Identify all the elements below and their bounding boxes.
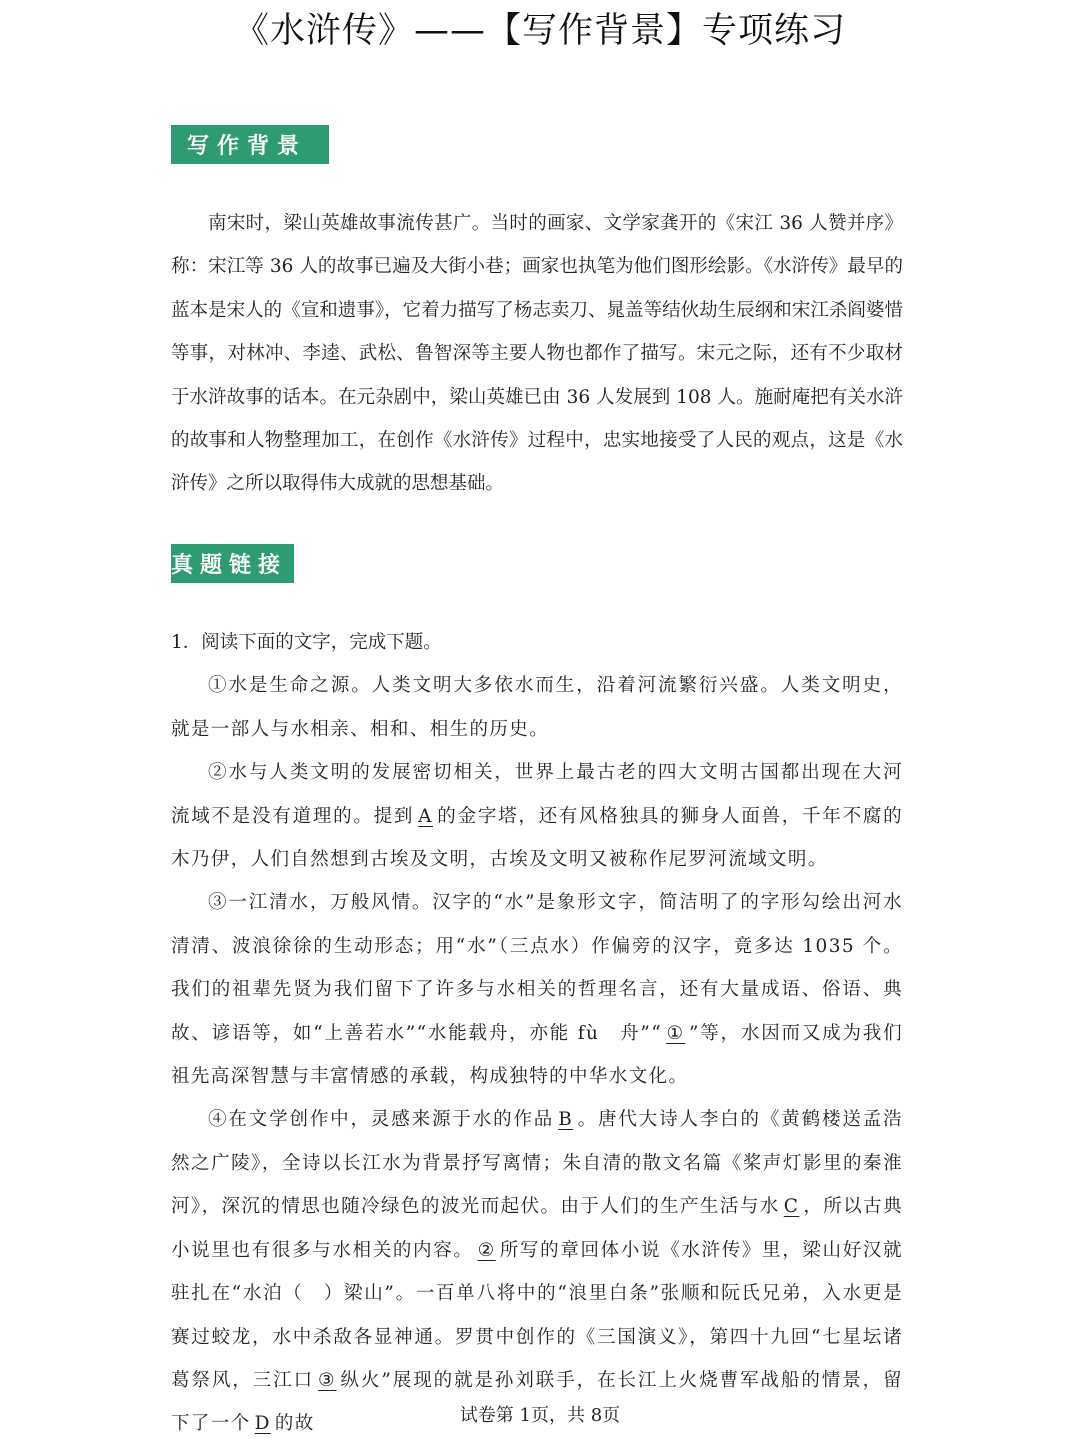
p4-text-e: 纵火”展现的就是孙刘联手，在长江上火烧曹军战船的情景，留下了一个	[171, 1369, 903, 1435]
blank-1: ①	[666, 1022, 685, 1044]
section-heading-background	[171, 125, 329, 164]
p4-text-d: 所写的章回体小说《水浒传》里，梁山好汉就驻扎在“水泊（ ）梁山”。一百单八将中的“浪里白条”张顺和阮氏兄弟，入水更是赛过蛟龙，水中杀敌各显神通。罗贯中创作的《三国演义》，第四十九回“七星坛诸葛祭风，三江口	[171, 1239, 903, 1391]
page-footer: 试卷第 1页，共 8页	[459, 1405, 621, 1426]
p4-text-c: ，所以古典小说里也有很多与水相关的内容。	[171, 1196, 903, 1261]
question-block	[171, 621, 903, 1446]
blank-3: ③	[318, 1369, 337, 1391]
p4-text-a: ④在文学创作中，灵感来源于水的作品	[208, 1109, 555, 1131]
p4-text-f: 的故	[274, 1413, 315, 1435]
section-heading-real-questions-label: 真题链接	[171, 553, 288, 578]
reading-paragraph-2	[171, 751, 903, 881]
p3-text-b: ”等，水因而又成为我们祖先高深智慧与丰富情感的承载，构成独特的中华水文化。	[171, 1022, 903, 1088]
section-heading-background-label: 写作背景	[187, 134, 308, 159]
p2-text-b: 的金字塔，还有风格独具的狮身人面兽，千年不腐的木乃伊，人们自然想到古埃及文明，古埃及文明又被称作尼罗河流域文明。	[171, 805, 903, 871]
blank-2: ②	[477, 1239, 496, 1261]
p2-text-a: ②水与人类文明的发展密切相关，世界上最古老的四大文明古国都出现在大河流域不是没有道理的。提到	[171, 762, 903, 827]
blank-c: C	[783, 1196, 800, 1218]
section-heading-real-questions	[171, 544, 294, 583]
blank-a: A	[418, 805, 433, 827]
p3-text-a: ③一江清水，万般风情。汉字的“水”是象形文字，简洁明了的字形勾绘出河水清清、波浪徐徐的生动形态；用“水”（三点水）作偏旁的汉字，竟多达 1035 个。我们的祖辈先贤为我们留下了许多与水相关的哲理名言，还有大量成语、俗语、典故、谚语等，如“上善若水”“水能载舟，亦能 fù 舟”“	[171, 892, 903, 1044]
question-intro: 1．阅读下面的文字，完成下题。	[171, 632, 442, 653]
reading-paragraph-3	[171, 881, 903, 1098]
blank-d: D	[254, 1413, 271, 1435]
reading-paragraph-1: ①水是生命之源。人类文明大多依水而生，沿着河流繁衍兴盛。人类文明史，就是一部人与水相亲、相和、相生的历史。	[171, 675, 903, 740]
p4-text-b: 。唐代大诗人李白的《黄鹤楼送孟浩然之广陵》，全诗以长江水为背景抒写离情；朱自清的散文名篇《桨声灯影里的秦淮河》，深沉的情思也随冷绿色的波光而起伏。由于人们的生产生活与水	[171, 1109, 903, 1218]
blank-b: B	[558, 1109, 574, 1131]
reading-paragraph-4	[171, 1098, 903, 1445]
background-paragraph: 南宋时，梁山英雄故事流传甚广。当时的画家、文学家龚开的《宋江 36 人赞并序》称：宋江等 36 人的故事已遍及大街小巷；画家也执笔为他们图形绘影。《水浒传》最早的蓝本是宋人的《宣和遗事》，它着力描写了杨志卖刀、晁盖等结伙劫生辰纲和宋江杀阎婆惜等事，对林冲、李逵、武松、鲁智深等主要人物也都作了描写。宋元之际，还有不少取材于水浒故事的话本。在元杂剧中，梁山英雄已由 36 人发展到 108 人。施耐庵把有关水浒的故事和人物整理加工，在创作《水浒传》过程中，忠实地接受了人民的观点，这是《水浒传》之所以取得伟大成就的思想基础。	[171, 213, 903, 495]
page-title: 《水浒传》——【写作背景】专项练习	[233, 11, 846, 51]
